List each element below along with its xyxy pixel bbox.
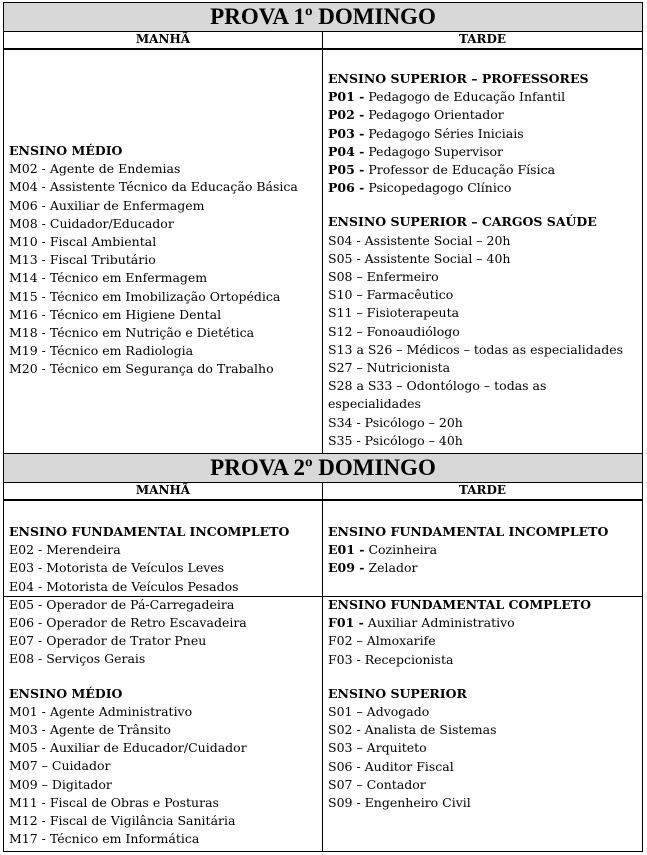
list-item: P05 - Professor de Educação Física [328, 162, 556, 178]
list-item: S05 - Assistente Social – 40h [328, 250, 511, 266]
prova2-column-headers [3, 482, 643, 500]
prova2-tarde-header: TARDE [458, 483, 507, 497]
list-item: M10 - Fiscal Ambiental [9, 234, 157, 250]
prova2-title: PROVA 2º DOMINGO [3, 453, 643, 483]
list-item: M18 - Técnico em Nutrição e Dietética [9, 325, 255, 341]
list-item: S13 a S26 – Médicos – todas as especialidades [328, 341, 624, 357]
prova1-tarde-list [328, 70, 623, 450]
list-item: S07 – Contador [328, 776, 426, 792]
list-item: M07 – Cuidador [9, 758, 111, 774]
list-item: E06 - Operador de Retro Escavadeira [9, 615, 247, 631]
list-item: M04 - Assistente Técnico da Educação Básica [9, 179, 298, 195]
prova1-manha-header: MANHÃ [4, 31, 323, 48]
list-item: M09 – Digitador [9, 776, 112, 792]
list-item: S27 – Nutricionista [328, 360, 451, 376]
list-item: P04 - Pedagogo Supervisor [328, 143, 504, 159]
prova1-manha-heading: ENSINO MÉDIO [9, 143, 123, 158]
list-item: S06 - Auditor Fiscal [328, 758, 454, 774]
list-item: M12 - Fiscal de Vigilância Sanitária [9, 813, 236, 829]
prova1-manha-list [9, 142, 298, 379]
prova2-manha-header: MANHÃ [4, 482, 323, 499]
list-item: S11 – Fisioterapeuta [328, 305, 460, 321]
list-item: M14 - Técnico em Enfermagem [9, 270, 208, 286]
prova1-tarde-header: TARDE [458, 32, 507, 46]
list-item: E02 - Merendeira [9, 542, 121, 558]
list-item: M19 - Técnico em Radiologia [9, 343, 194, 359]
prova2-fund-incompleto-heading: ENSINO FUNDAMENTAL INCOMPLETO [9, 524, 290, 539]
list-item: M02 - Agente de Endemias [9, 161, 181, 177]
list-item: S01 – Advogado [328, 704, 430, 720]
list-item: S28 a S33 – Odontólogo – todas as [328, 378, 547, 394]
list-item: M06 - Auxiliar de Enfermagem [9, 197, 205, 213]
list-item: P06 - Psicopedagogo Clínico [328, 180, 512, 196]
list-item: M13 - Fiscal Tributário [9, 252, 156, 268]
list-item: E01 - Cozinheira [328, 542, 438, 558]
list-item: M16 - Técnico em Higiene Dental [9, 306, 222, 322]
prova1-column-headers [3, 31, 643, 49]
list-item: E09 - Zelador [328, 560, 418, 576]
list-item: E04 - Motorista de Veículos Pesados [9, 578, 239, 594]
list-item: S04 - Assistente Social – 20h [328, 232, 511, 248]
list-item: M15 - Técnico em Imobilização Ortopédica [9, 288, 281, 304]
prova2-ensino-superior-heading: ENSINO SUPERIOR [328, 685, 467, 701]
list-item: F03 - Recepcionista [328, 651, 454, 667]
prova2-tarde-list-2 [328, 596, 591, 812]
prova2-fund-completo-heading: ENSINO FUNDAMENTAL COMPLETO [328, 597, 592, 612]
list-item: S08 – Enfermeiro [328, 269, 439, 285]
prova1-professores-heading: ENSINO SUPERIOR – PROFESSORES [328, 71, 589, 86]
list-item: especialidades [328, 396, 421, 412]
list-item: M11 - Fiscal de Obras e Posturas [9, 794, 219, 810]
list-item: S35 - Psicólogo – 40h [328, 432, 463, 448]
list-item: F01 - Auxiliar Administrativo [328, 615, 515, 631]
prova2-tarde-fund-incompleto-heading: ENSINO FUNDAMENTAL INCOMPLETO [328, 524, 609, 539]
list-item: P01 - Pedagogo de Educação Infantil [328, 89, 566, 105]
list-item: M20 - Técnico em Segurança do Trabalho [9, 361, 274, 377]
list-item: E05 - Operador de Pá-Carregadeira [9, 596, 235, 612]
list-item: M03 - Agente de Trânsito [9, 722, 171, 738]
list-item: M05 - Auxiliar de Educador/Cuidador [9, 740, 247, 756]
list-item: P03 - Pedagogo Séries Iniciais [328, 125, 524, 141]
prova2-ensino-medio-heading: ENSINO MÉDIO [9, 685, 123, 701]
list-item: S12 – Fonoaudiólogo [328, 323, 460, 339]
prova1-title: PROVA 1º DOMINGO [3, 2, 643, 32]
list-item: S10 – Farmacêutico [328, 287, 454, 303]
list-item: P02 - Pedagogo Orientador [328, 107, 504, 123]
list-item: S34 - Psicólogo – 20h [328, 414, 463, 430]
list-item: F02 – Almoxarife [328, 633, 436, 649]
prova1-saude-heading: ENSINO SUPERIOR – CARGOS SAÚDE [328, 214, 597, 230]
list-item: S03 – Arquiteto [328, 740, 427, 756]
list-item: S09 - Engenheiro Civil [328, 795, 471, 811]
list-item: M01 - Agente Administrativo [9, 703, 193, 719]
list-item: E03 - Motorista de Veículos Leves [9, 560, 225, 576]
list-item: E08 - Serviços Gerais [9, 651, 146, 667]
list-item: S02 - Analista de Sistemas [328, 722, 497, 738]
prova2-manha-list [9, 523, 289, 848]
list-item: M17 - Técnico em Informática [9, 831, 200, 847]
prova2-tarde-list [328, 523, 608, 578]
exam-schedule-sheet [3, 2, 643, 852]
list-item: M08 - Cuidador/Educador [9, 215, 174, 231]
list-item: E07 - Operador de Trator Pneu [9, 633, 207, 649]
